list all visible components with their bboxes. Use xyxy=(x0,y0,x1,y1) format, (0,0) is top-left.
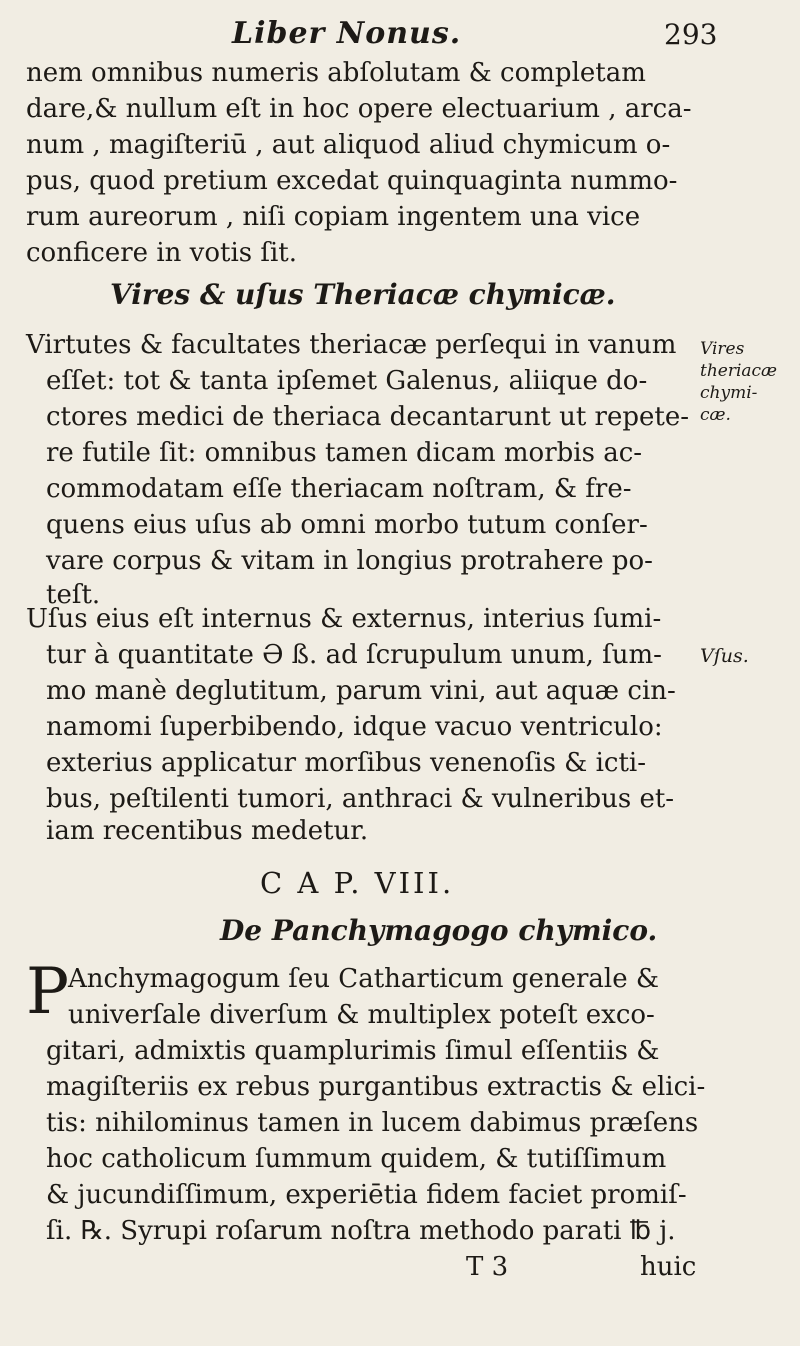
text-line: gitari, admixtis quamplurimis ſimul eſſentiis & xyxy=(46,1036,660,1066)
drop-capital: P xyxy=(26,955,70,1029)
chapter-title: De Panchymagogo chymico. xyxy=(220,914,658,947)
text-line: Anchymagogum ſeu Catharticum generale & xyxy=(68,964,660,994)
text-line: iam recentibus medetur. xyxy=(46,816,369,846)
text-line: magiſteriis ex rebus purgantibus extractis & elici- xyxy=(46,1072,706,1102)
text-line: & jucundiſſimum, experiētia fidem faciet promiſ- xyxy=(46,1180,687,1210)
text-line: bus, peſtilenti tumori, anthraci & vulneribus et- xyxy=(46,784,675,814)
text-line: ctores medici de theriaca decantarunt ut repete- xyxy=(46,402,690,432)
text-line: Uſus eius eſt internus & externus, interius ſumi- xyxy=(26,604,662,634)
margin-note-usus: Vſus. xyxy=(700,645,749,667)
text-line: tis: nihilominus tamen in lucem dabimus præſens xyxy=(46,1108,699,1138)
text-line: exterius applicatur morſibus venenoſis & icti- xyxy=(46,748,647,778)
margin-note-line: Vires xyxy=(700,339,745,359)
text-line: tur à quantitate Ə ß. ad ſcrupulum unum, ſum- xyxy=(46,640,662,670)
margin-note-line: cæ. xyxy=(700,405,731,425)
page-number: 293 xyxy=(664,18,718,51)
text-line: teſt. xyxy=(46,580,101,610)
text-line: pus, quod pretium excedat quinquaginta nummo- xyxy=(26,166,678,196)
text-line: dare,& nullum eſt in hoc opere electuarium , arca- xyxy=(26,94,692,124)
margin-note-line: theriacæ xyxy=(700,361,778,381)
text-line: rum aureorum , niſi copiam ingentem una vice xyxy=(26,202,641,232)
text-line: nem omnibus numeris abſolutam & completam xyxy=(26,58,646,88)
text-line: univerſale diverſum & multiplex poteſt exco- xyxy=(68,1000,655,1030)
text-line: ſi. ℞. Syrupi roſarum noſtra methodo parati ℔ j. xyxy=(46,1216,676,1246)
text-line: namomi ſuperbibendo, idque vacuo ventriculo: xyxy=(46,712,663,742)
text-line: quens eius uſus ab omni morbo tutum conſer- xyxy=(46,510,648,540)
text-line: vare corpus & vitam in longius protrahere po- xyxy=(46,546,653,576)
signature-mark: T 3 xyxy=(466,1252,509,1282)
text-line: conficere in votis ſit. xyxy=(26,238,298,268)
margin-note-line: chymi- xyxy=(700,383,758,403)
text-line: mo manè deglutitum, parum vini, aut aquæ cin- xyxy=(46,676,676,706)
text-line: re futile ſit: omnibus tamen dicam morbis ac- xyxy=(46,438,643,468)
running-head xyxy=(0,16,800,56)
text-line: eſſet: tot & tanta ipſemet Galenus, aliique do- xyxy=(46,366,648,396)
catchword: huic xyxy=(640,1252,697,1282)
text-line: hoc catholicum ſummum quidem, & tutiſſimum xyxy=(46,1144,667,1174)
chapter-label: C A P. VIII. xyxy=(260,866,455,900)
margin-note-vires xyxy=(700,338,777,426)
text-line: num , magiſteriū , aut aliquod aliud chymicum o- xyxy=(26,130,671,160)
text-line: commodatam eſſe theriacam noſtram, & fre- xyxy=(46,474,632,504)
text-line: Virtutes & facultates theriacæ perſequi in vanum xyxy=(26,330,677,360)
running-title: Liber Nonus. xyxy=(232,16,462,51)
section-heading: Vires & uſus Theriacæ chymicæ. xyxy=(110,278,616,311)
